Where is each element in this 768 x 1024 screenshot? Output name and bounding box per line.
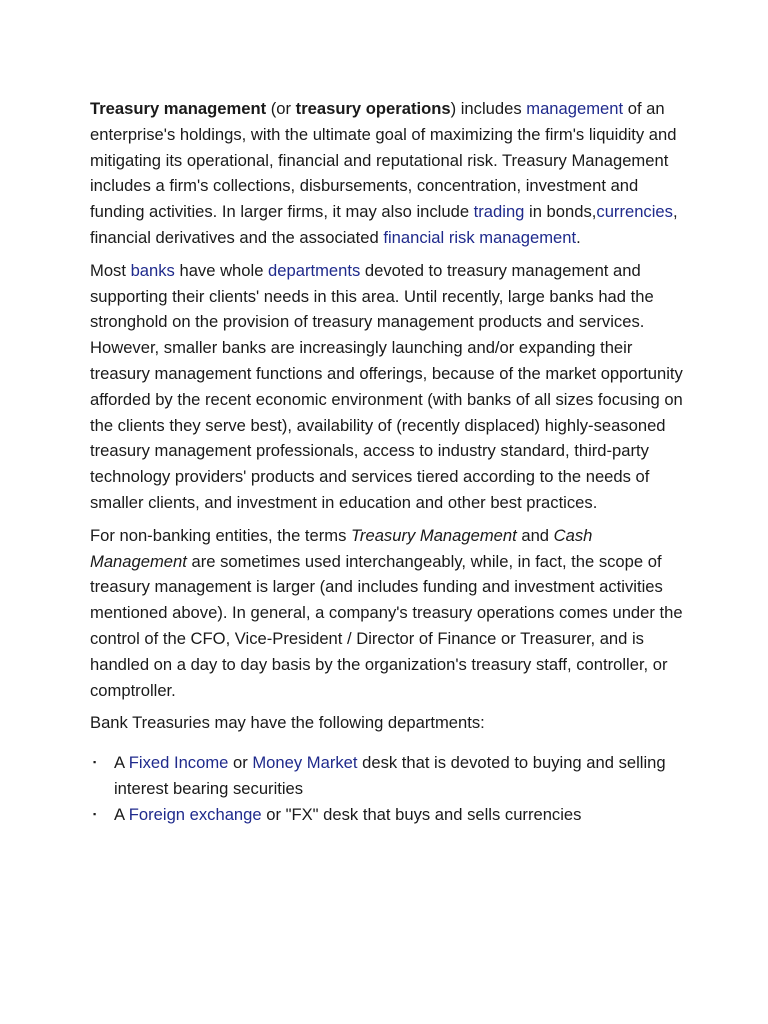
text-span: desk that is devoted to buying and selling interest bearing securities: [114, 753, 666, 798]
paragraph-non-banking: [90, 523, 690, 704]
text-span: have whole: [174, 260, 269, 280]
text-span: , financial derivatives and the associated: [90, 202, 678, 247]
italic-term-cash-management: Cash Management: [90, 525, 593, 571]
text-span: A: [114, 753, 129, 773]
link-departments[interactable]: departments: [268, 260, 361, 280]
list-item-foreign-exchange: [90, 802, 690, 828]
text-span: (or: [266, 99, 296, 118]
text-span: are sometimes used interchangeably, while, in fact, the scope of treasury management is larger (and includes funding and investment activities mentioned above). In general, a company's treasury operations comes under the control of the CFO, Vice-President / Director of Finance or Treasurer, and is handled on a day to day basis by the organization's treasury staff, controller, or comptroller.: [90, 551, 683, 700]
paragraph-intro: [90, 96, 690, 251]
document-page: [90, 96, 690, 828]
list-item-fixed-income: [90, 750, 690, 802]
text-span: or: [228, 753, 253, 773]
text-span: and: [516, 525, 554, 545]
italic-term-treasury-management: Treasury Management: [351, 525, 517, 545]
text-span: in bonds,: [524, 202, 597, 222]
link-money-market[interactable]: Money Market: [252, 753, 358, 773]
paragraph-departments-intro: Bank Treasuries may have the following departments:: [90, 713, 485, 733]
text-span: A: [114, 804, 129, 824]
link-foreign-exchange[interactable]: Foreign exchange: [128, 804, 262, 824]
text-span: Most: [90, 260, 131, 280]
bold-term-treasury-management: Treasury management: [90, 99, 267, 118]
text-span: or "FX" desk that buys and sells currencies: [261, 804, 582, 824]
text-span: For non-banking entities, the terms: [90, 525, 352, 545]
link-currencies[interactable]: currencies: [596, 202, 673, 222]
link-management[interactable]: management: [526, 99, 624, 118]
text-span: devoted to treasury management and supporting their clients' needs in this area. Until recently, large banks had the stronghold on the provision of treasury management products and services. However, smaller banks are increasingly launching and/or expanding their treasury management functions and offerings, because of the market opportunity afforded by the recent economic environment (with banks of all sizes focusing on the clients they serve best), availability of (recently displaced) highly-seasoned treasury management professionals, access to industry standard, third-party technology providers' products and services tiered according to the needs of smaller clients, and investment in education and other best practices.: [90, 260, 683, 512]
bold-term-treasury-operations: treasury operations: [295, 99, 451, 118]
paragraph-banks: [90, 258, 690, 516]
link-fixed-income[interactable]: Fixed Income: [128, 753, 229, 773]
bullet-icon: ▪: [93, 808, 97, 819]
bullet-icon: ▪: [93, 757, 97, 768]
link-financial-risk-management[interactable]: financial risk management: [383, 227, 577, 247]
text-span: .: [576, 227, 581, 247]
text-span: ) includes: [450, 99, 527, 118]
departments-list: [90, 750, 690, 827]
link-banks[interactable]: banks: [130, 260, 175, 280]
link-trading[interactable]: trading: [473, 202, 525, 222]
text-span: of an enterprise's holdings, with the ultimate goal of maximizing the firm's liquidity and mitigating its operational, financial and reputational risk. Treasury Management includes a firm's collections, disbursements, concentration, investment and funding activities. In larger firms, it may also include: [90, 99, 677, 222]
